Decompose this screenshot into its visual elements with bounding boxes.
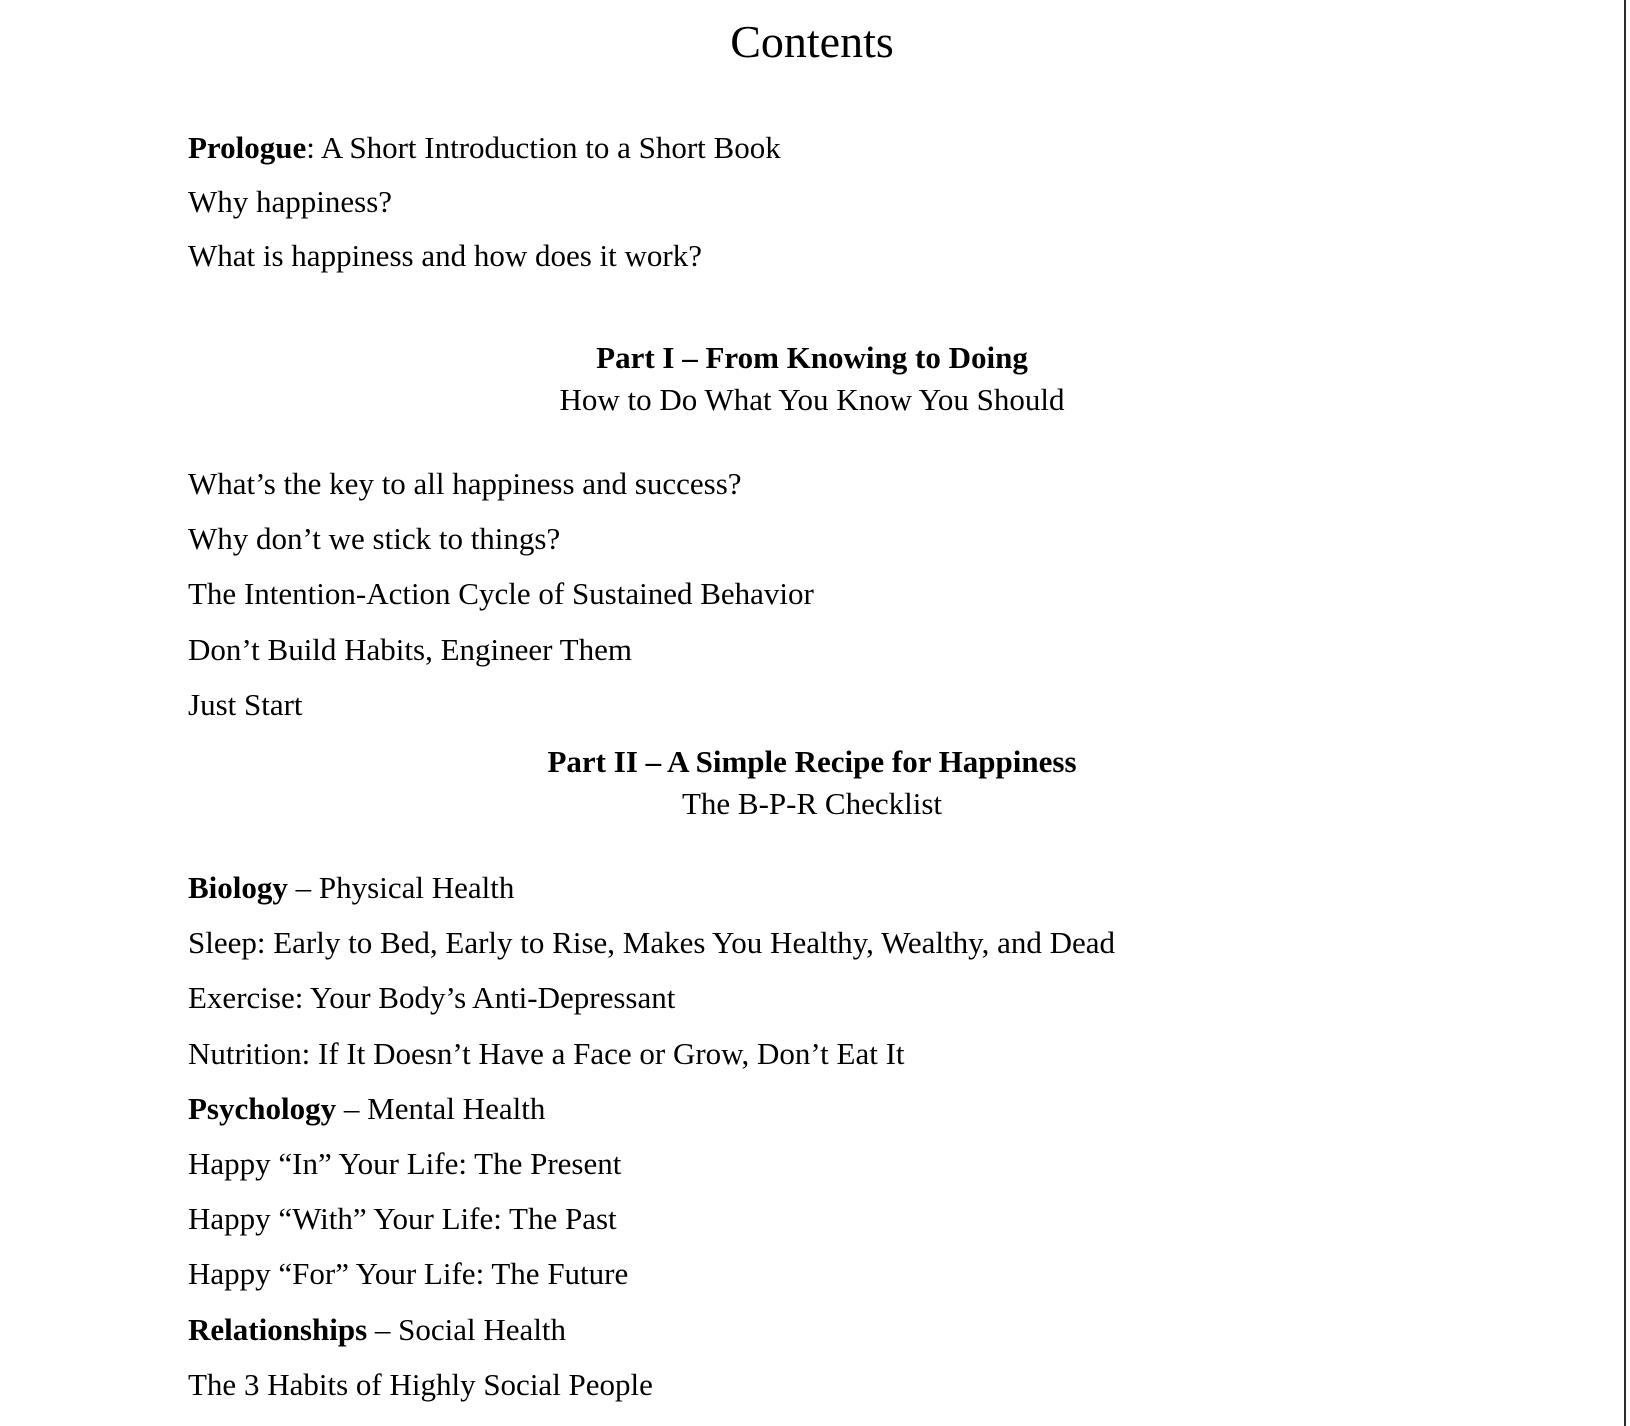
part-1-subheading: How to Do What You Know You Should (559, 382, 1065, 417)
toc-entry-label: Biology (188, 870, 288, 905)
part-2-subheading: The B-P-R Checklist (681, 786, 943, 821)
toc-entry[interactable]: Nutrition: If It Doesn’t Have a Face or Grow, Don’t Eat It (188, 1036, 905, 1071)
toc-entry-psychology[interactable] (188, 1089, 545, 1129)
toc-entry[interactable]: What’s the key to all happiness and success? (188, 466, 742, 501)
toc-entry[interactable]: Why don’t we stick to things? (188, 521, 561, 556)
toc-entry[interactable]: The 3 Habits of Highly Social People (188, 1367, 653, 1402)
toc-entry-text: – Physical Health (287, 870, 515, 905)
toc-entry-text: : A Short Introduction to a Short Book (306, 130, 781, 165)
toc-entry-prologue[interactable] (188, 128, 781, 168)
toc-entry-biology[interactable] (188, 868, 514, 908)
toc-entry[interactable]: Don’t Build Habits, Engineer Them (188, 632, 632, 667)
toc-entry[interactable]: What is happiness and how does it work? (188, 238, 702, 273)
toc-entry[interactable]: Happy “In” Your Life: The Present (188, 1146, 622, 1181)
toc-entry[interactable]: Just Start (188, 687, 303, 722)
page-title: Contents (730, 16, 894, 67)
page-edge-divider (1624, 0, 1626, 1426)
toc-entry-text: – Mental Health (336, 1091, 546, 1126)
part-2-heading[interactable]: Part II – A Simple Recipe for Happiness (547, 744, 1077, 779)
toc-entry[interactable]: Happy “For” Your Life: The Future (188, 1256, 629, 1291)
toc-entry-label: Psychology (188, 1091, 337, 1126)
toc-entry[interactable]: Sleep: Early to Bed, Early to Rise, Makes You Healthy, Wealthy, and Dead (188, 925, 1116, 960)
part-1-heading[interactable]: Part I – From Knowing to Doing (596, 340, 1028, 375)
toc-entry[interactable]: The Intention-Action Cycle of Sustained Behavior (188, 576, 814, 611)
toc-entry[interactable]: Why happiness? (188, 184, 393, 219)
toc-entry-text: – Social Health (367, 1312, 567, 1347)
toc-entry-label: Relationships (188, 1312, 368, 1347)
toc-entry-label: Prologue (188, 130, 307, 165)
toc-entry[interactable]: Happy “With” Your Life: The Past (188, 1201, 617, 1236)
toc-entry-relationships[interactable] (188, 1310, 566, 1350)
toc-entry[interactable]: Exercise: Your Body’s Anti-Depressant (188, 980, 676, 1015)
